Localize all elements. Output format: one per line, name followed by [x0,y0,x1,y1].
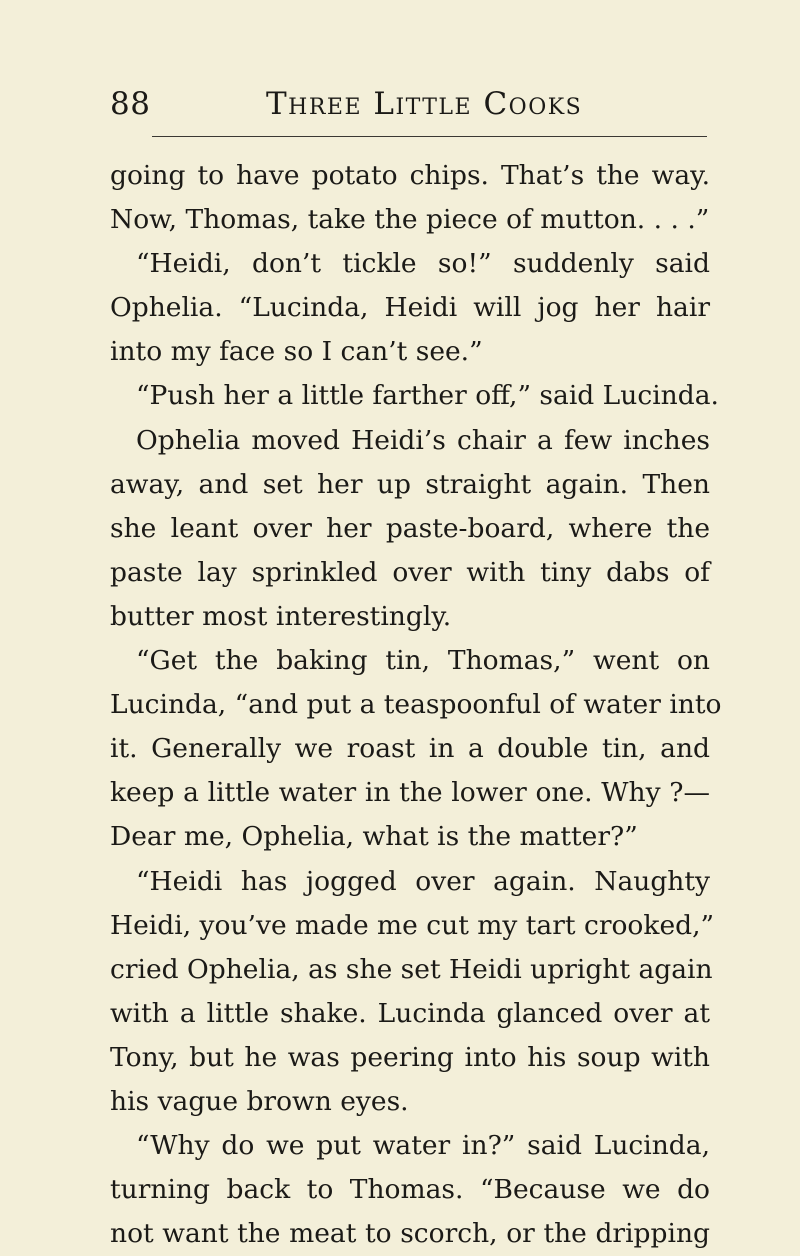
header-rule [152,136,707,137]
text-line: butter most interestingly. [110,600,452,632]
text-line: “Get the baking tin, Thomas,” went on [136,645,710,677]
text-line: his vague brown eyes. [110,1085,409,1117]
text-line: Dear me, Ophelia, what is the matter?” [110,821,638,853]
text-line: Now, Thomas, take the piece of mutton. . . .” [110,204,710,236]
text-line: Lucinda, “and put a teaspoonful of water into [110,689,722,721]
text-line: it. Generally we roast in a double tin, and [110,733,710,765]
text-line: Tony, but he was peering into his soup with [110,1041,710,1073]
text-line: with a little shake. Lucinda glanced over at [110,997,710,1029]
text-line: “Heidi has jogged over again. Naughty [136,865,710,897]
text-line: she leant over her paste-board, where the [110,512,710,544]
text-line: Heidi, you’ve made me cut my tart crooked,” [110,909,715,941]
text-line: Ophelia moved Heidi’s chair a few inches [136,424,710,456]
text-line: away, and set her up straight again. Then [110,468,710,500]
text-line: turning back to Thomas. “Because we do [110,1174,710,1206]
text-line: into my face so I can’t see.” [110,336,483,368]
text-line: “Why do we put water in?” said Lucinda, [136,1130,710,1162]
text-line: paste lay sprinkled over with tiny dabs of [110,556,710,588]
text-line: “Push her a little farther off,” said Lucinda. [136,380,719,412]
text-line: Ophelia. “Lucinda, Heidi will jog her hair [110,292,710,324]
body-text [110,154,722,1256]
page-header [108,82,708,126]
page-number: 88 [110,86,151,122]
running-head: Three Little Cooks [266,86,583,122]
text-line: going to have potato chips. That’s the way. [110,160,710,191]
text-line: “Heidi, don’t tickle so!” suddenly said [136,248,710,280]
text-line: keep a little water in the lower one. Why ?— [110,777,710,809]
text-line: cried Ophelia, as she set Heidi upright again [110,953,713,985]
text-line: not want the meat to scorch, or the dripping [110,1218,710,1250]
